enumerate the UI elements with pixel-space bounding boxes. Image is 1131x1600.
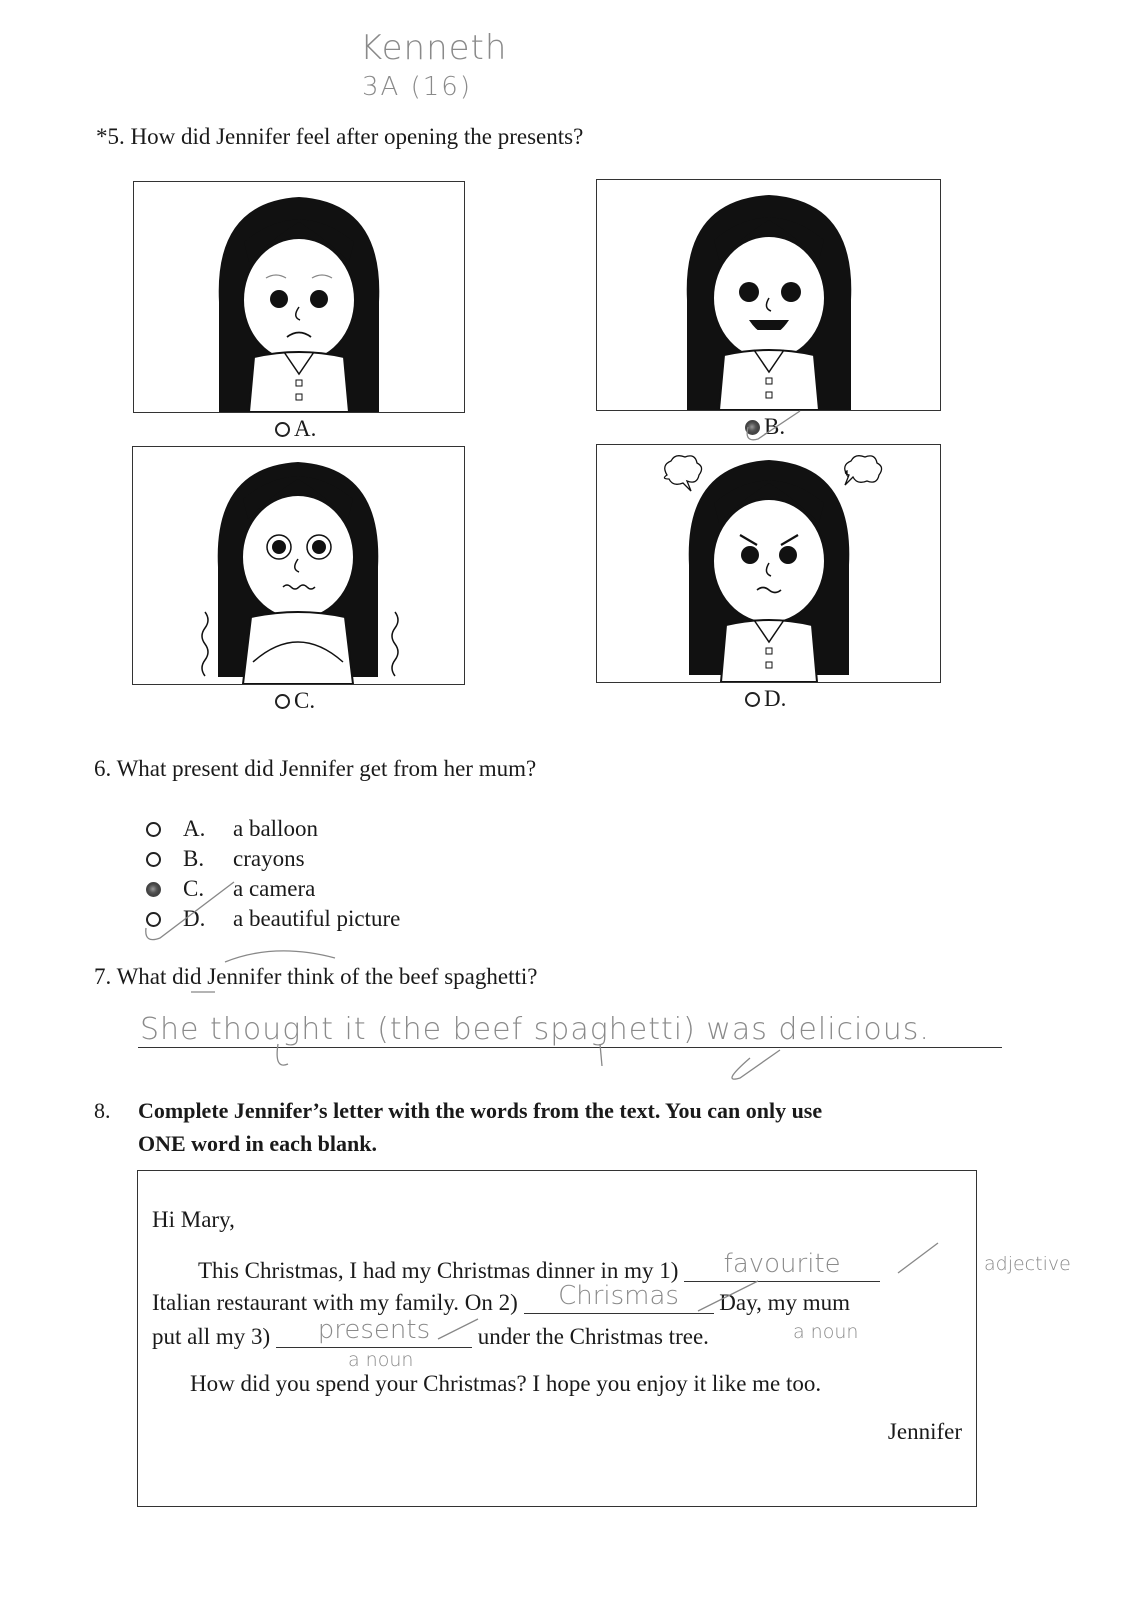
line-3-note: a noun [793, 1321, 859, 1343]
q6-option-b-radio[interactable] [146, 852, 161, 867]
question-8-instruction-line-1: Complete Jennifer’s letter with the words from the text. You can only use [138, 1098, 823, 1123]
option-a-radio[interactable] [275, 422, 290, 437]
option-b-picture[interactable] [596, 179, 941, 411]
letter-line-2-after: Day, my mum [719, 1290, 851, 1315]
letter-box [137, 1170, 1071, 1507]
blank-1-answer: favourite [723, 1249, 841, 1279]
q6-option-b-letter: B. [183, 846, 205, 871]
question-8-instruction-line-2: ONE word in each blank. [138, 1131, 377, 1156]
blank-1-note: adjective [984, 1253, 1071, 1275]
annotation-arc [185, 940, 345, 1000]
question-7-answer: She thought it (the beef spaghetti) was delicious. [140, 1012, 930, 1047]
question-8-number: 8. [94, 1098, 111, 1123]
nervous-girl-illustration [133, 447, 464, 684]
letter-line-2-text: Italian restaurant with my family. On 2) [152, 1290, 518, 1315]
blank-3-note: a noun [348, 1349, 414, 1371]
check-mark-icon [740, 405, 820, 445]
question-8-instruction [94, 1094, 822, 1160]
sad-girl-illustration [134, 182, 464, 412]
option-a-choice[interactable] [275, 416, 316, 442]
question-5-prompt: *5. How did Jennifer feel after opening the presents? [96, 124, 584, 149]
option-b-letter: B. [764, 414, 786, 439]
letter-signature: Jennifer [887, 1419, 962, 1444]
q6-option-c-text: a camera [233, 876, 316, 901]
option-a-letter: A. [294, 416, 317, 441]
option-d-letter: D. [764, 686, 787, 711]
blank-3-answer: presents [317, 1315, 431, 1345]
option-c-letter: C. [294, 688, 316, 713]
q6-option-b-text: crayons [233, 846, 305, 871]
letter-line-1-text: This Christmas, I had my Christmas dinner in my 1) [198, 1258, 679, 1283]
q6-option-a-radio[interactable] [146, 822, 161, 837]
happy-girl-illustration [597, 180, 940, 410]
question-7-prompt: 7. What did Jennifer think of the beef spaghetti? [94, 964, 538, 989]
option-c-choice[interactable] [275, 688, 315, 714]
check-marks [270, 1040, 790, 1090]
q6-option-a[interactable] [146, 814, 400, 844]
q6-option-a-letter: A. [183, 816, 206, 841]
q6-option-b[interactable] [146, 844, 400, 874]
letter-line-3-after: under the Christmas tree. [477, 1324, 709, 1349]
option-d-choice[interactable] [745, 686, 786, 712]
q6-option-d-text: a beautiful picture [233, 906, 401, 931]
student-name: Kenneth [360, 28, 508, 68]
letter-greeting: Hi Mary, [152, 1207, 235, 1232]
blank-2-answer: Chrismas [558, 1281, 679, 1311]
q6-option-c-letter: C. [183, 876, 205, 901]
question-6-prompt: 6. What present did Jennifer get from her mum? [94, 756, 537, 781]
angry-girl-illustration [597, 445, 940, 682]
option-d-radio[interactable] [745, 692, 760, 707]
q6-option-a-text: a balloon [233, 816, 318, 841]
letter-line-3-text: put all my 3) [152, 1324, 271, 1349]
grading-marks [138, 1171, 976, 1371]
option-d-picture[interactable] [596, 444, 941, 683]
option-a-picture[interactable] [133, 181, 465, 413]
check-mark-icon [138, 876, 248, 946]
q6-option-d-letter: D. [183, 906, 206, 931]
student-class-number: 3A (16) [362, 72, 472, 102]
option-c-radio[interactable] [275, 694, 290, 709]
option-c-picture[interactable] [132, 446, 465, 685]
letter-closing-question: How did you spend your Christmas? I hope you enjoy it like me too. [190, 1371, 822, 1396]
